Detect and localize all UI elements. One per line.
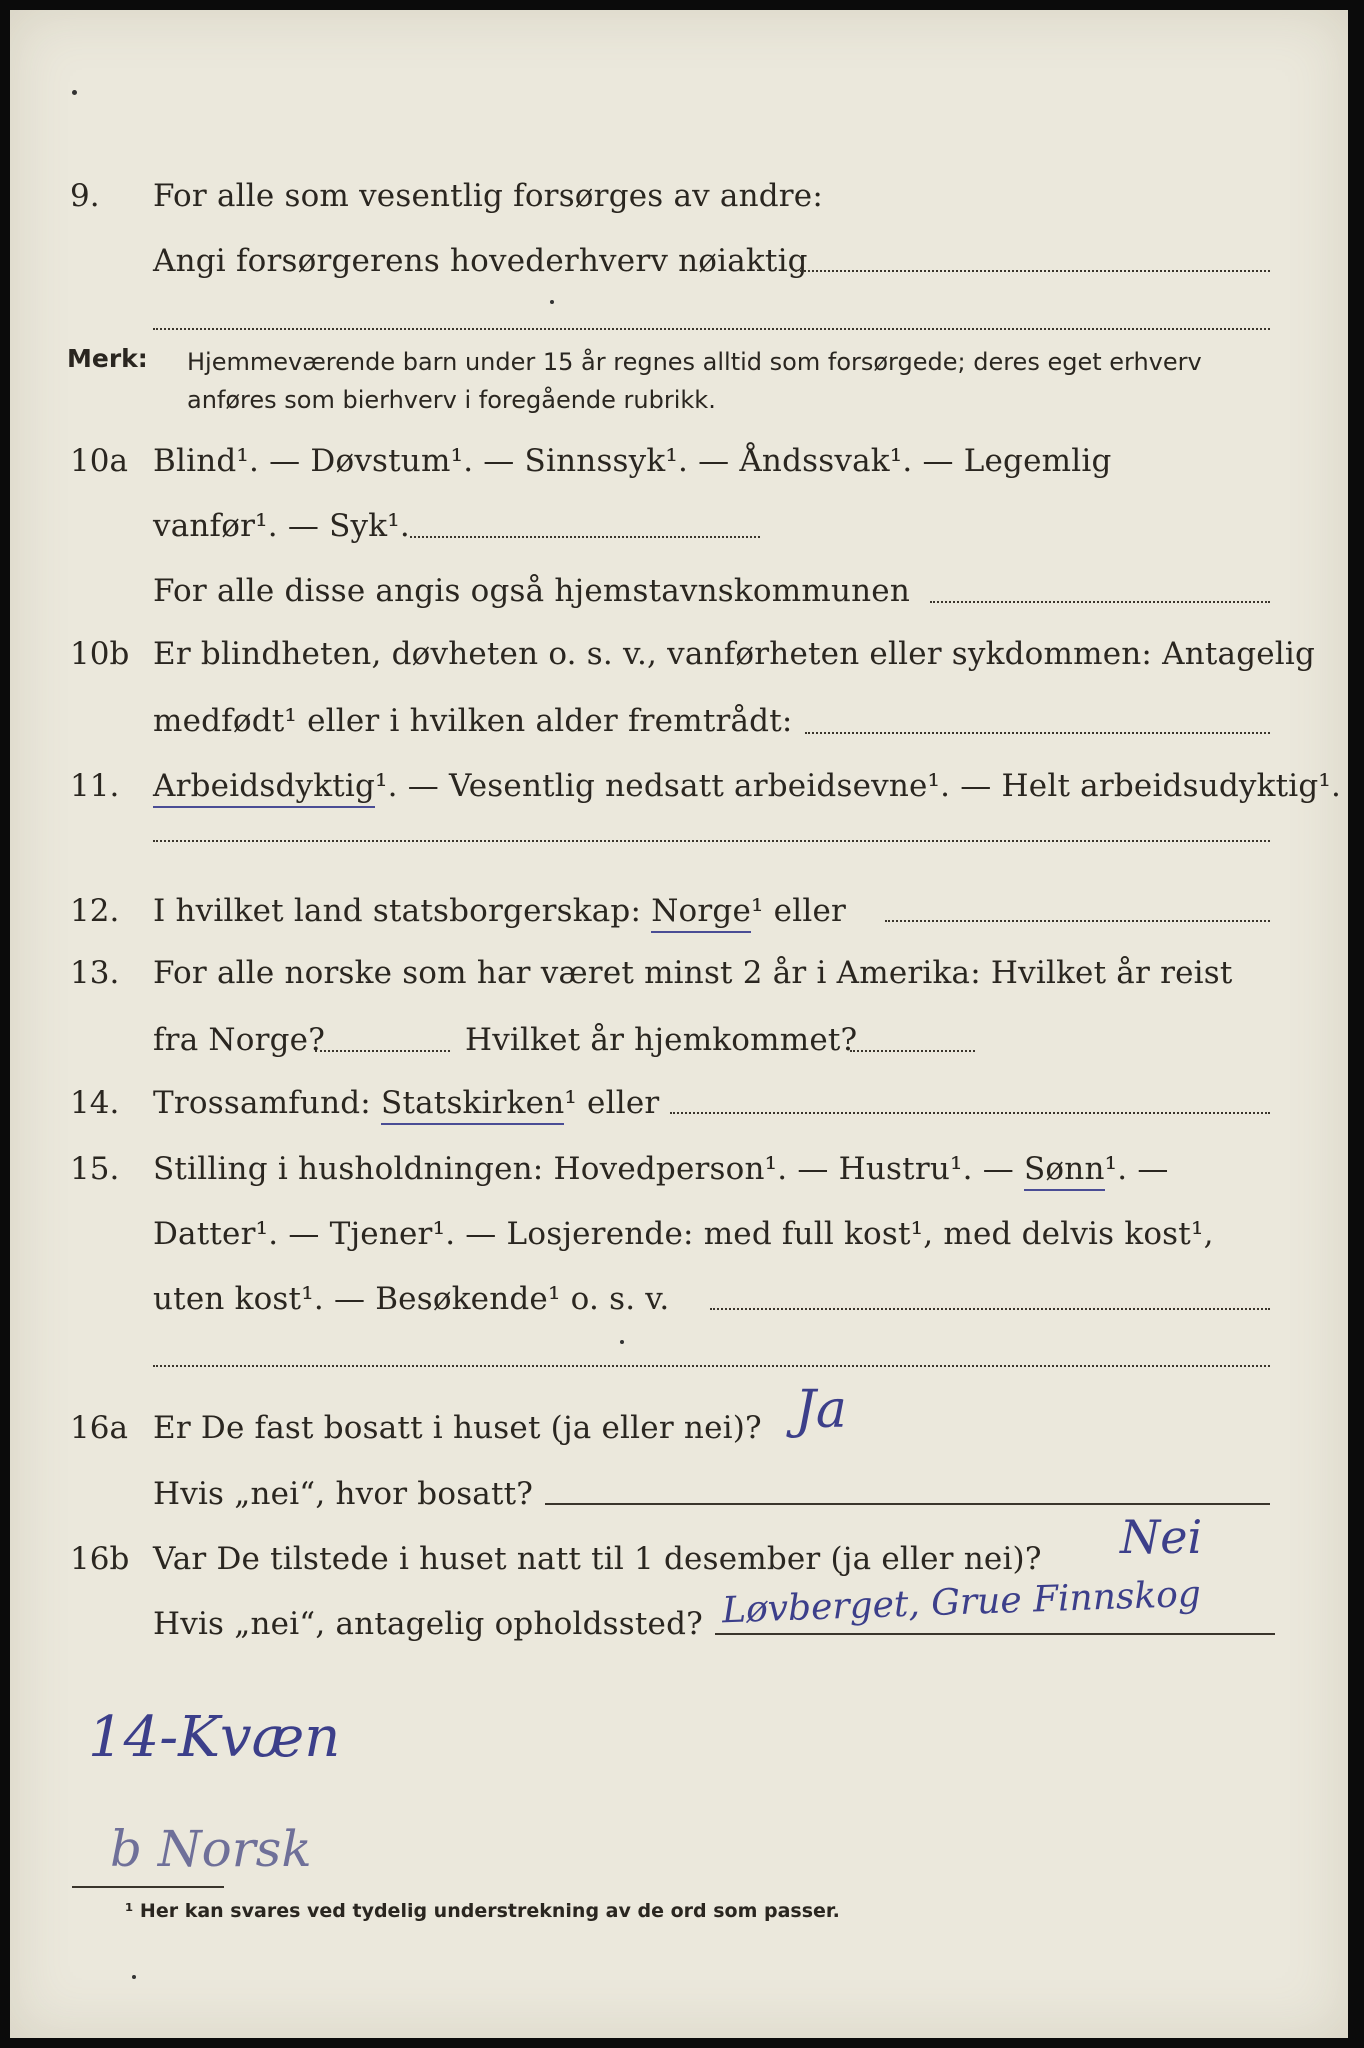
question-text-rest: ¹. — Vesentlig nedsatt arbeidsevne¹. — Helt arbeidsudyktig¹. xyxy=(375,768,1342,804)
question-text: Datter¹. — Tjener¹. — Losjerende: med full kost¹, med delvis kost¹, xyxy=(153,1216,1214,1252)
underlined-answer-sonn[interactable]: Sønn xyxy=(1024,1151,1105,1191)
question-text: For alle disse angis også hjemstavnskommunen xyxy=(153,573,910,609)
question-number: 9. xyxy=(70,178,100,214)
question-text: For alle norske som har været minst 2 år i Amerika: Hvilket år reist xyxy=(153,955,1233,991)
answer-line[interactable] xyxy=(315,1050,450,1052)
question-15-line2 xyxy=(10,1208,1348,1260)
census-form-page xyxy=(10,10,1348,2038)
handwritten-place-16b[interactable]: Løvberget, Grue Finnskog xyxy=(721,1573,1202,1632)
question-10a-line2 xyxy=(10,500,1348,552)
question-number: 16a xyxy=(70,1410,128,1446)
question-9-line2 xyxy=(10,235,1348,287)
question-number: 11. xyxy=(70,768,120,804)
question-text: Er blindheten, døvheten o. s. v., vanførheten eller sykdommen: Antagelig xyxy=(153,636,1316,672)
question-number: 10b xyxy=(70,636,130,672)
question-14 xyxy=(10,1077,1348,1129)
question-text: Er De fast bosatt i huset (ja eller nei)? xyxy=(153,1410,762,1446)
question-number: 14. xyxy=(70,1085,120,1121)
question-number: 12. xyxy=(70,893,120,929)
merk-text-line1: Hjemmeværende barn under 15 år regnes alltid som forsørgede; deres eget erhverv xyxy=(187,348,1202,376)
answer-line[interactable] xyxy=(795,270,1270,272)
question-text-before: I hvilket land statsborgerskap: xyxy=(153,893,642,929)
question-text-before: Stilling i husholdningen: Hovedperson¹. — Hustru¹. — xyxy=(153,1151,1014,1187)
answer-line[interactable] xyxy=(410,536,760,538)
answer-line[interactable] xyxy=(153,328,1270,330)
question-number: 13. xyxy=(70,955,120,991)
answer-line[interactable] xyxy=(850,1050,975,1052)
question-9 xyxy=(10,170,1348,222)
question-text xyxy=(153,1077,659,1129)
question-text-after: ¹. — xyxy=(1104,1151,1169,1187)
answer-line[interactable] xyxy=(805,732,1270,734)
question-text: For alle som vesentlig forsørges av andre: xyxy=(153,178,823,214)
footnote: ¹ Her kan svares ved tydelig understrekning av de ord som passer. xyxy=(125,1900,840,1922)
handwritten-answer-16a[interactable]: Ja xyxy=(795,1380,847,1440)
merk-label: Merk: xyxy=(67,344,148,373)
question-text: medfødt¹ eller i hvilken alder fremtrådt: xyxy=(153,703,793,739)
handwritten-answer-16b[interactable]: Nei xyxy=(1120,1510,1203,1564)
question-text: Hvis „nei“, antagelig opholdssted? xyxy=(153,1606,703,1642)
question-text: vanfør¹. — Syk¹. xyxy=(153,508,410,544)
question-text: uten kost¹. — Besøkende¹ o. s. v. xyxy=(153,1281,670,1317)
question-text xyxy=(153,1143,1169,1195)
question-number: 16b xyxy=(70,1541,130,1577)
question-text: Angi forsørgerens hovederhverv nøiaktig xyxy=(153,243,808,279)
question-13-line2 xyxy=(10,1014,1348,1066)
question-10b-line2 xyxy=(10,695,1348,747)
underlined-answer-arbeidsdyktig[interactable]: Arbeidsdyktig xyxy=(153,768,375,808)
question-text: Blind¹. — Døvstum¹. — Sinnssyk¹. — Åndssvak¹. — Legemlig xyxy=(153,443,1112,479)
question-10b xyxy=(10,628,1348,680)
answer-line[interactable] xyxy=(153,1365,1270,1367)
question-text-after: ¹ eller xyxy=(564,1085,660,1121)
answer-line[interactable] xyxy=(545,1503,1270,1505)
answer-line[interactable] xyxy=(710,1308,1270,1310)
handwritten-note-2: b Norsk xyxy=(110,1820,312,1878)
question-text: Hvilket år hjemkommet? xyxy=(465,1022,858,1058)
answer-line[interactable] xyxy=(153,840,1270,842)
question-10a-line3 xyxy=(10,565,1348,617)
question-number: 15. xyxy=(70,1151,120,1187)
paper-speck xyxy=(550,300,554,304)
question-text: Hvis „nei“, hvor bosatt? xyxy=(153,1476,534,1512)
question-12 xyxy=(10,885,1348,937)
answer-line[interactable] xyxy=(670,1112,1270,1114)
answer-line[interactable] xyxy=(930,601,1270,603)
question-15 xyxy=(10,1143,1348,1195)
question-16a xyxy=(10,1402,1348,1454)
paper-speck xyxy=(620,1340,624,1344)
question-text-after: ¹ eller xyxy=(751,893,847,929)
question-text xyxy=(153,760,1341,812)
question-text: Var De tilstede i huset natt til 1 desember (ja eller nei)? xyxy=(153,1541,1042,1577)
question-11 xyxy=(10,760,1348,812)
paper-speck xyxy=(132,1975,136,1979)
merk-text-line2: anføres som bierhverv i foregående rubrikk. xyxy=(187,386,716,414)
question-13 xyxy=(10,947,1348,999)
underlined-answer-statskirken[interactable]: Statskirken xyxy=(381,1085,564,1125)
question-text xyxy=(153,885,846,937)
paper-speck xyxy=(72,90,77,95)
answer-line[interactable] xyxy=(885,920,1270,922)
question-text-before: Trossamfund: xyxy=(153,1085,371,1121)
footnote-rule xyxy=(72,1886,224,1888)
question-10a xyxy=(10,435,1348,487)
question-number: 10a xyxy=(70,443,128,479)
handwritten-note-1: 14-Kvæn xyxy=(88,1705,341,1770)
answer-line[interactable] xyxy=(715,1633,1275,1635)
question-text: fra Norge? xyxy=(153,1022,326,1058)
question-15-line3 xyxy=(10,1273,1348,1325)
underlined-answer-norge[interactable]: Norge xyxy=(651,893,751,933)
